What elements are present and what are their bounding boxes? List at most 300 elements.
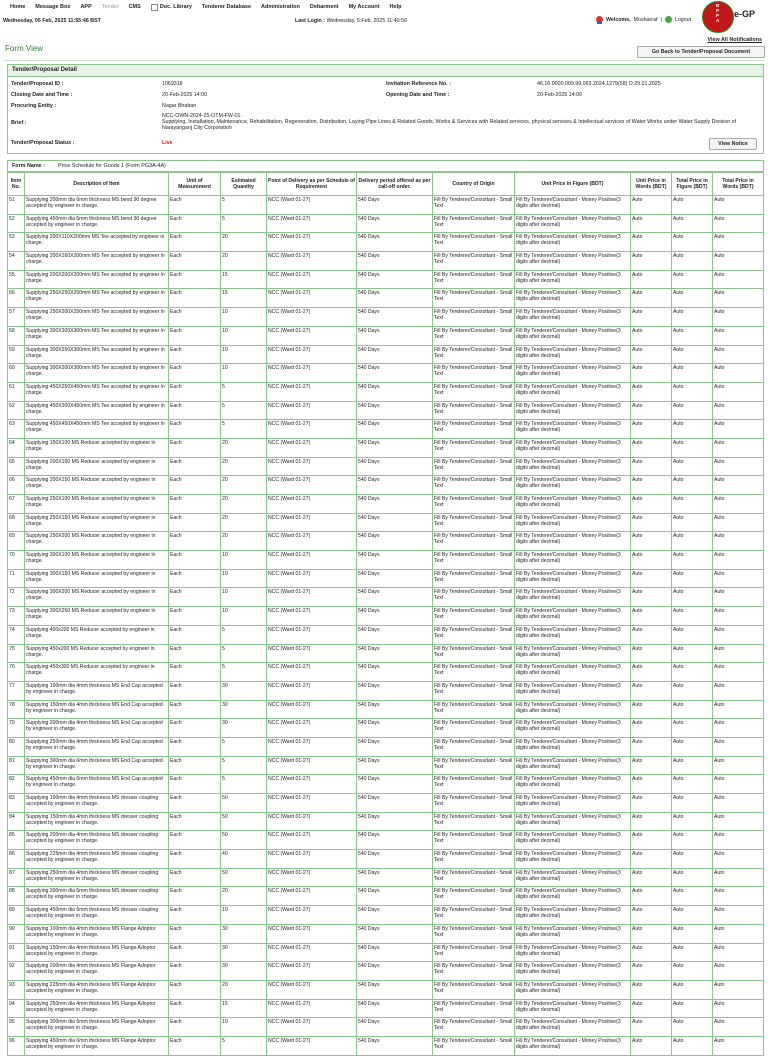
nav-item-label: Home bbox=[10, 4, 26, 10]
delivery-point: NCC (Ward 01-27) bbox=[267, 794, 357, 813]
logout-icon[interactable] bbox=[665, 16, 672, 23]
unit-price-figure-cell[interactable]: Fill By Tenderer/Consultant - Money Positive(3 digits after decimal) bbox=[515, 943, 631, 962]
nav-item-label: Tenderer Database bbox=[201, 4, 252, 10]
item-no: 63 bbox=[8, 420, 25, 439]
delivery-point: NCC (Ward 01-27) bbox=[267, 532, 357, 551]
unit-price-figure-cell[interactable]: Fill By Tenderer/Consultant - Money Positive(3 digits after decimal) bbox=[515, 700, 631, 719]
total-price-figure-cell: Auto bbox=[672, 999, 713, 1018]
unit-price-words-cell: Auto bbox=[631, 308, 672, 327]
unit-price-words-cell: Auto bbox=[631, 943, 672, 962]
country-of-origin-cell[interactable]: Fill By Tenderer/Consultant - Small Text bbox=[433, 737, 515, 756]
item-description: Supplying 250X200X250mm MS Tee accepted by engineer in charge. bbox=[25, 308, 169, 327]
unit-price-words-cell: Auto bbox=[631, 1018, 672, 1037]
unit-of-measurement: Each bbox=[169, 924, 221, 943]
delivery-period: 540 Days bbox=[357, 457, 433, 476]
delivery-point: NCC (Ward 01-27) bbox=[267, 438, 357, 457]
unit-price-figure-cell[interactable]: Fill By Tenderer/Consultant - Money Positive(3 digits after decimal) bbox=[515, 831, 631, 850]
total-price-words-cell: Auto bbox=[713, 775, 764, 794]
nav-item-doc-library[interactable] bbox=[151, 4, 192, 11]
country-of-origin-cell[interactable]: Fill By Tenderer/Consultant - Small Text bbox=[433, 962, 515, 981]
unit-price-figure-cell[interactable]: Fill By Tenderer/Consultant - Money Positive(3 digits after decimal) bbox=[515, 1036, 631, 1055]
unit-price-figure-cell[interactable]: Fill By Tenderer/Consultant - Money Positive(3 digits after decimal) bbox=[515, 233, 631, 252]
estimated-quantity: 20 bbox=[221, 476, 267, 495]
unit-price-figure-cell[interactable]: Fill By Tenderer/Consultant - Money Positive(3 digits after decimal) bbox=[515, 868, 631, 887]
estimated-quantity: 5 bbox=[221, 775, 267, 794]
item-description: Supplying 300X250X300mm MS Tee accepted by engineer in charge. bbox=[25, 345, 169, 364]
estimated-quantity: 50 bbox=[221, 794, 267, 813]
total-price-figure-cell: Auto bbox=[672, 569, 713, 588]
total-price-words-cell: Auto bbox=[713, 1036, 764, 1055]
total-price-words-cell: Auto bbox=[713, 719, 764, 738]
table-row bbox=[8, 868, 764, 887]
unit-of-measurement: Each bbox=[169, 252, 221, 271]
total-price-figure-cell: Auto bbox=[672, 756, 713, 775]
unit-price-figure-cell[interactable]: Fill By Tenderer/Consultant - Money Positive(3 digits after decimal) bbox=[515, 588, 631, 607]
delivery-period: 540 Days bbox=[357, 794, 433, 813]
unit-price-figure-cell[interactable]: Fill By Tenderer/Consultant - Money Positive(3 digits after decimal) bbox=[515, 663, 631, 682]
country-of-origin-cell[interactable]: Fill By Tenderer/Consultant - Small Text bbox=[433, 270, 515, 289]
unit-price-words-cell: Auto bbox=[631, 532, 672, 551]
item-description: Supplying 400x200 MS Reducer accepted by engineer in charge. bbox=[25, 625, 169, 644]
unit-price-figure-cell[interactable]: Fill By Tenderer/Consultant - Money Positive(3 digits after decimal) bbox=[515, 906, 631, 925]
last-login bbox=[295, 18, 407, 24]
delivery-point: NCC (Ward 01-27) bbox=[267, 1018, 357, 1037]
unit-price-words-cell: Auto bbox=[631, 233, 672, 252]
country-of-origin-cell[interactable]: Fill By Tenderer/Consultant - Small Text bbox=[433, 326, 515, 345]
unit-price-figure-cell[interactable]: Fill By Tenderer/Consultant - Money Positive(3 digits after decimal) bbox=[515, 420, 631, 439]
delivery-period: 540 Days bbox=[357, 401, 433, 420]
nav-item-debarment[interactable] bbox=[310, 4, 339, 10]
total-price-words-cell: Auto bbox=[713, 252, 764, 271]
table-row bbox=[8, 551, 764, 570]
item-no: 58 bbox=[8, 326, 25, 345]
item-no: 59 bbox=[8, 345, 25, 364]
nav-item-label: APP bbox=[80, 4, 92, 10]
delivery-period: 540 Days bbox=[357, 887, 433, 906]
country-of-origin-cell[interactable]: Fill By Tenderer/Consultant - Small Text bbox=[433, 569, 515, 588]
total-price-words-cell: Auto bbox=[713, 607, 764, 626]
country-of-origin-cell[interactable]: Fill By Tenderer/Consultant - Small Text bbox=[433, 420, 515, 439]
item-no: 66 bbox=[8, 476, 25, 495]
item-no: 88 bbox=[8, 887, 25, 906]
delivery-period: 540 Days bbox=[357, 644, 433, 663]
item-no: 61 bbox=[8, 382, 25, 401]
country-of-origin-cell[interactable]: Fill By Tenderer/Consultant - Small Text bbox=[433, 382, 515, 401]
country-of-origin-cell[interactable]: Fill By Tenderer/Consultant - Small Text bbox=[433, 775, 515, 794]
delivery-point: NCC (Ward 01-27) bbox=[267, 663, 357, 682]
total-price-figure-cell: Auto bbox=[672, 962, 713, 981]
delivery-period: 540 Days bbox=[357, 775, 433, 794]
table-row bbox=[8, 1036, 764, 1055]
unit-price-figure-cell[interactable]: Fill By Tenderer/Consultant - Money Positive(3 digits after decimal) bbox=[515, 457, 631, 476]
unit-price-figure-cell[interactable]: Fill By Tenderer/Consultant - Money Positive(3 digits after decimal) bbox=[515, 607, 631, 626]
status-label: Tender/Proposal Status : bbox=[11, 140, 75, 146]
back-to-document-button[interactable]: Go Back to Tender/Proposal Document bbox=[637, 46, 765, 58]
unit-price-figure-cell[interactable]: Fill By Tenderer/Consultant - Money Positive(3 digits after decimal) bbox=[515, 924, 631, 943]
estimated-quantity: 5 bbox=[221, 1036, 267, 1055]
delivery-point: NCC (Ward 01-27) bbox=[267, 326, 357, 345]
item-no: 69 bbox=[8, 532, 25, 551]
country-of-origin-cell[interactable]: Fill By Tenderer/Consultant - Small Text bbox=[433, 700, 515, 719]
estimated-quantity: 10 bbox=[221, 607, 267, 626]
estimated-quantity: 5 bbox=[221, 625, 267, 644]
delivery-period: 540 Days bbox=[357, 382, 433, 401]
nav-item-help[interactable] bbox=[390, 4, 402, 10]
nav-item-cms[interactable] bbox=[129, 4, 141, 10]
unit-price-figure-cell[interactable]: Fill By Tenderer/Consultant - Money Positive(3 digits after decimal) bbox=[515, 1018, 631, 1037]
unit-of-measurement: Each bbox=[169, 401, 221, 420]
unit-price-figure-cell[interactable]: Fill By Tenderer/Consultant - Money Positive(3 digits after decimal) bbox=[515, 569, 631, 588]
delivery-point: NCC (Ward 01-27) bbox=[267, 700, 357, 719]
item-description: Supplying 250X150 MS Reducer accepted by engineer in charge. bbox=[25, 513, 169, 532]
total-price-words-cell: Auto bbox=[713, 700, 764, 719]
unit-price-words-cell: Auto bbox=[631, 850, 672, 869]
item-description: Supplying 450x200 MS Reducer accepted by engineer in charge. bbox=[25, 644, 169, 663]
estimated-quantity: 5 bbox=[221, 196, 267, 215]
item-no: 93 bbox=[8, 980, 25, 999]
delivery-point: NCC (Ward 01-27) bbox=[267, 999, 357, 1018]
estimated-quantity: 30 bbox=[221, 719, 267, 738]
total-price-words-cell: Auto bbox=[713, 999, 764, 1018]
country-of-origin-cell[interactable]: Fill By Tenderer/Consultant - Small Text bbox=[433, 1018, 515, 1037]
nav-item-my-account[interactable] bbox=[349, 4, 380, 10]
total-price-words-cell: Auto bbox=[713, 382, 764, 401]
item-no: 74 bbox=[8, 625, 25, 644]
item-description: Supplying 200X100 MS Reducer accepted by engineer in charge. bbox=[25, 457, 169, 476]
total-price-figure-cell: Auto bbox=[672, 588, 713, 607]
total-price-figure-cell: Auto bbox=[672, 457, 713, 476]
delivery-point: NCC (Ward 01-27) bbox=[267, 924, 357, 943]
unit-price-words-cell: Auto bbox=[631, 625, 672, 644]
country-of-origin-cell[interactable]: Fill By Tenderer/Consultant - Small Text bbox=[433, 345, 515, 364]
delivery-point: NCC (Ward 01-27) bbox=[267, 252, 357, 271]
item-no: 57 bbox=[8, 308, 25, 327]
egp-logo bbox=[700, 0, 766, 32]
table-row bbox=[8, 719, 764, 738]
nav-item-tenderer-database[interactable] bbox=[202, 4, 251, 10]
item-description: Supplying 300X300X300mm MS Tee accepted by engineer in charge. bbox=[25, 326, 169, 345]
country-of-origin-cell[interactable]: Fill By Tenderer/Consultant - Small Text bbox=[433, 308, 515, 327]
total-price-words-cell: Auto bbox=[713, 737, 764, 756]
estimated-quantity: 5 bbox=[221, 214, 267, 233]
total-price-figure-cell: Auto bbox=[672, 270, 713, 289]
unit-price-figure-cell[interactable]: Fill By Tenderer/Consultant - Money Positive(3 digits after decimal) bbox=[515, 980, 631, 999]
table-row bbox=[8, 438, 764, 457]
country-of-origin-cell[interactable]: Fill By Tenderer/Consultant - Small Text bbox=[433, 289, 515, 308]
unit-price-figure-cell[interactable]: Fill By Tenderer/Consultant - Money Positive(3 digits after decimal) bbox=[515, 252, 631, 271]
country-of-origin-cell[interactable]: Fill By Tenderer/Consultant - Small Text bbox=[433, 887, 515, 906]
unit-price-words-cell: Auto bbox=[631, 345, 672, 364]
delivery-period: 540 Days bbox=[357, 364, 433, 383]
unit-price-figure-cell[interactable]: Fill By Tenderer/Consultant - Money Positive(3 digits after decimal) bbox=[515, 756, 631, 775]
delivery-point: NCC (Ward 01-27) bbox=[267, 345, 357, 364]
total-price-figure-cell: Auto bbox=[672, 700, 713, 719]
estimated-quantity: 10 bbox=[221, 345, 267, 364]
unit-price-figure-cell[interactable]: Fill By Tenderer/Consultant - Money Positive(3 digits after decimal) bbox=[515, 812, 631, 831]
unit-price-figure-cell[interactable]: Fill By Tenderer/Consultant - Money Positive(3 digits after decimal) bbox=[515, 401, 631, 420]
item-no: 78 bbox=[8, 700, 25, 719]
country-of-origin-cell[interactable]: Fill By Tenderer/Consultant - Small Text bbox=[433, 233, 515, 252]
total-price-figure-cell: Auto bbox=[672, 812, 713, 831]
estimated-quantity: 40 bbox=[221, 850, 267, 869]
nav-item-label: Message Box bbox=[35, 4, 71, 10]
item-description: Supplying 200X110X200mm MS Tee accepted by engineer in charge. bbox=[25, 233, 169, 252]
unit-price-figure-cell[interactable]: Fill By Tenderer/Consultant - Money Positive(3 digits after decimal) bbox=[515, 308, 631, 327]
estimated-quantity: 10 bbox=[221, 308, 267, 327]
item-description: Supplying 450X450X450mm MS Tee accepted by engineer in charge. bbox=[25, 420, 169, 439]
unit-price-figure-cell[interactable]: Fill By Tenderer/Consultant - Money Positive(3 digits after decimal) bbox=[515, 681, 631, 700]
total-price-figure-cell: Auto bbox=[672, 850, 713, 869]
logo-text: e-GP bbox=[734, 9, 756, 19]
total-price-figure-cell: Auto bbox=[672, 980, 713, 999]
total-price-words-cell: Auto bbox=[713, 196, 764, 215]
closing-date-label: Closing Date and Time : bbox=[11, 92, 73, 98]
view-notice-button[interactable]: View Notice bbox=[709, 138, 757, 150]
unit-price-figure-cell[interactable]: Fill By Tenderer/Consultant - Money Positive(3 digits after decimal) bbox=[515, 345, 631, 364]
unit-price-figure-cell[interactable]: Fill By Tenderer/Consultant - Money Positive(3 digits after decimal) bbox=[515, 214, 631, 233]
total-price-figure-cell: Auto bbox=[672, 887, 713, 906]
country-of-origin-cell[interactable]: Fill By Tenderer/Consultant - Small Text bbox=[433, 663, 515, 682]
country-of-origin-cell[interactable]: Fill By Tenderer/Consultant - Small Text bbox=[433, 794, 515, 813]
unit-price-words-cell: Auto bbox=[631, 756, 672, 775]
unit-price-figure-cell[interactable]: Fill By Tenderer/Consultant - Money Positive(3 digits after decimal) bbox=[515, 737, 631, 756]
table-row bbox=[8, 233, 764, 252]
nav-item-label: Tender bbox=[101, 4, 119, 10]
unit-price-figure-cell[interactable]: Fill By Tenderer/Consultant - Money Positive(3 digits after decimal) bbox=[515, 719, 631, 738]
total-price-figure-cell: Auto bbox=[672, 401, 713, 420]
country-of-origin-cell[interactable]: Fill By Tenderer/Consultant - Small Text bbox=[433, 980, 515, 999]
unit-price-figure-cell[interactable]: Fill By Tenderer/Consultant - Money Positive(3 digits after decimal) bbox=[515, 476, 631, 495]
country-of-origin-cell[interactable]: Fill By Tenderer/Consultant - Small Text bbox=[433, 644, 515, 663]
table-row bbox=[8, 906, 764, 925]
total-price-figure-cell: Auto bbox=[672, 513, 713, 532]
country-of-origin-cell[interactable]: Fill By Tenderer/Consultant - Small Text bbox=[433, 924, 515, 943]
separator: | bbox=[660, 16, 662, 23]
country-of-origin-cell[interactable]: Fill By Tenderer/Consultant - Small Text bbox=[433, 999, 515, 1018]
total-price-words-cell: Auto bbox=[713, 906, 764, 925]
unit-price-words-cell: Auto bbox=[631, 924, 672, 943]
table-row bbox=[8, 794, 764, 813]
form-name-label: Form Name : bbox=[12, 163, 45, 169]
total-price-figure-cell: Auto bbox=[672, 289, 713, 308]
table-row bbox=[8, 850, 764, 869]
table-row bbox=[8, 943, 764, 962]
total-price-words-cell: Auto bbox=[713, 308, 764, 327]
column-header: Total Price in Words (BDT) bbox=[713, 173, 764, 196]
nav-item-home[interactable] bbox=[10, 4, 25, 10]
unit-price-figure-cell[interactable]: Fill By Tenderer/Consultant - Money Positive(3 digits after decimal) bbox=[515, 196, 631, 215]
estimated-quantity: 20 bbox=[221, 438, 267, 457]
unit-price-figure-cell[interactable]: Fill By Tenderer/Consultant - Money Positive(3 digits after decimal) bbox=[515, 775, 631, 794]
country-of-origin-cell[interactable]: Fill By Tenderer/Consultant - Small Text bbox=[433, 401, 515, 420]
delivery-point: NCC (Ward 01-27) bbox=[267, 420, 357, 439]
table-row bbox=[8, 588, 764, 607]
item-description: Supplying 225mm dia 4mm thickness MS Flange Adoptor accepted by engineer in charge. bbox=[25, 980, 169, 999]
unit-of-measurement: Each bbox=[169, 943, 221, 962]
column-header: Total Price in Figure (BDT) bbox=[672, 173, 713, 196]
country-of-origin-cell[interactable]: Fill By Tenderer/Consultant - Small Text bbox=[433, 457, 515, 476]
delivery-point: NCC (Ward 01-27) bbox=[267, 943, 357, 962]
estimated-quantity: 5 bbox=[221, 663, 267, 682]
delivery-point: NCC (Ward 01-27) bbox=[267, 831, 357, 850]
unit-price-words-cell: Auto bbox=[631, 962, 672, 981]
status-bar bbox=[0, 16, 768, 28]
unit-of-measurement: Each bbox=[169, 233, 221, 252]
nav-item-tender[interactable] bbox=[102, 4, 119, 10]
total-price-words-cell: Auto bbox=[713, 943, 764, 962]
total-price-words-cell: Auto bbox=[713, 438, 764, 457]
country-of-origin-cell[interactable]: Fill By Tenderer/Consultant - Small Text bbox=[433, 681, 515, 700]
total-price-figure-cell: Auto bbox=[672, 551, 713, 570]
country-of-origin-cell[interactable]: Fill By Tenderer/Consultant - Small Text bbox=[433, 476, 515, 495]
country-of-origin-cell[interactable]: Fill By Tenderer/Consultant - Small Text bbox=[433, 214, 515, 233]
item-description: Supplying 250X250X250mm MS Tee accepted by engineer in charge. bbox=[25, 289, 169, 308]
country-of-origin-cell[interactable]: Fill By Tenderer/Consultant - Small Text bbox=[433, 943, 515, 962]
item-description: Supplying 150mm dia 4mm thickness MS dresser coupling accepted by engineer in charge. bbox=[25, 812, 169, 831]
country-of-origin-cell[interactable]: Fill By Tenderer/Consultant - Small Text bbox=[433, 438, 515, 457]
delivery-period: 540 Days bbox=[357, 1018, 433, 1037]
table-row bbox=[8, 700, 764, 719]
country-of-origin-cell[interactable]: Fill By Tenderer/Consultant - Small Text bbox=[433, 812, 515, 831]
unit-of-measurement: Each bbox=[169, 906, 221, 925]
unit-price-words-cell: Auto bbox=[631, 364, 672, 383]
country-of-origin-cell[interactable]: Fill By Tenderer/Consultant - Small Text bbox=[433, 607, 515, 626]
item-description: Supplying 300mm dia 6mm thickness MS dresser coupling accepted by engineer in charge. bbox=[25, 887, 169, 906]
view-all-notifications-link[interactable]: View All Notifications bbox=[707, 37, 762, 43]
unit-price-figure-cell[interactable]: Fill By Tenderer/Consultant - Money Positive(3 digits after decimal) bbox=[515, 887, 631, 906]
estimated-quantity: 30 bbox=[221, 700, 267, 719]
unit-price-figure-cell[interactable]: Fill By Tenderer/Consultant - Money Positive(3 digits after decimal) bbox=[515, 850, 631, 869]
country-of-origin-cell[interactable]: Fill By Tenderer/Consultant - Small Text bbox=[433, 625, 515, 644]
country-of-origin-cell[interactable]: Fill By Tenderer/Consultant - Small Text bbox=[433, 719, 515, 738]
delivery-period: 540 Days bbox=[357, 495, 433, 514]
table-row bbox=[8, 663, 764, 682]
nav-item-message-box[interactable] bbox=[35, 4, 70, 10]
estimated-quantity: 20 bbox=[221, 513, 267, 532]
total-price-words-cell: Auto bbox=[713, 868, 764, 887]
delivery-point: NCC (Ward 01-27) bbox=[267, 775, 357, 794]
item-description: Supplying 150X100 MS Reducer accepted by engineer in charge. bbox=[25, 438, 169, 457]
total-price-figure-cell: Auto bbox=[672, 719, 713, 738]
delivery-period: 540 Days bbox=[357, 756, 433, 775]
brief-label: Brief : bbox=[11, 120, 27, 126]
total-price-figure-cell: Auto bbox=[672, 364, 713, 383]
item-description: Supplying 300mm dia 6mm thickness MS End Cap accepted by engineer in charge. bbox=[25, 756, 169, 775]
delivery-period: 540 Days bbox=[357, 607, 433, 626]
unit-price-figure-cell[interactable]: Fill By Tenderer/Consultant - Money Positive(3 digits after decimal) bbox=[515, 495, 631, 514]
country-of-origin-cell[interactable]: Fill By Tenderer/Consultant - Small Text bbox=[433, 495, 515, 514]
country-of-origin-cell[interactable]: Fill By Tenderer/Consultant - Small Text bbox=[433, 532, 515, 551]
unit-of-measurement: Each bbox=[169, 831, 221, 850]
unit-of-measurement: Each bbox=[169, 887, 221, 906]
unit-price-figure-cell[interactable]: Fill By Tenderer/Consultant - Money Positive(3 digits after decimal) bbox=[515, 644, 631, 663]
country-of-origin-cell[interactable]: Fill By Tenderer/Consultant - Small Text bbox=[433, 551, 515, 570]
unit-price-words-cell: Auto bbox=[631, 438, 672, 457]
column-header: Unit of Measurement bbox=[169, 173, 221, 196]
country-of-origin-cell[interactable]: Fill By Tenderer/Consultant - Small Text bbox=[433, 831, 515, 850]
item-description: Supplying 450X250X450mm MS Tee accepted by engineer in charge. bbox=[25, 382, 169, 401]
nav-item-administration[interactable] bbox=[261, 4, 300, 10]
estimated-quantity: 50 bbox=[221, 868, 267, 887]
item-description: Supplying 450mm dia 6mm thickness MS dresser coupling accepted by engineer in charge. bbox=[25, 906, 169, 925]
country-of-origin-cell[interactable]: Fill By Tenderer/Consultant - Small Text bbox=[433, 588, 515, 607]
unit-price-words-cell: Auto bbox=[631, 326, 672, 345]
item-no: 62 bbox=[8, 401, 25, 420]
table-row bbox=[8, 831, 764, 850]
delivery-period: 540 Days bbox=[357, 868, 433, 887]
unit-of-measurement: Each bbox=[169, 420, 221, 439]
total-price-figure-cell: Auto bbox=[672, 1036, 713, 1055]
unit-price-figure-cell[interactable]: Fill By Tenderer/Consultant - Money Positive(3 digits after decimal) bbox=[515, 364, 631, 383]
unit-price-figure-cell[interactable]: Fill By Tenderer/Consultant - Money Positive(3 digits after decimal) bbox=[515, 551, 631, 570]
unit-price-figure-cell[interactable]: Fill By Tenderer/Consultant - Money Positive(3 digits after decimal) bbox=[515, 438, 631, 457]
item-description: Supplying 450mm dia 6mm thickness MS End Cap accepted by engineer in charge. bbox=[25, 775, 169, 794]
unit-price-figure-cell[interactable]: Fill By Tenderer/Consultant - Money Positive(3 digits after decimal) bbox=[515, 794, 631, 813]
unit-price-figure-cell[interactable]: Fill By Tenderer/Consultant - Money Positive(3 digits after decimal) bbox=[515, 513, 631, 532]
unit-price-words-cell: Auto bbox=[631, 868, 672, 887]
item-no: 90 bbox=[8, 924, 25, 943]
unit-price-figure-cell[interactable]: Fill By Tenderer/Consultant - Money Positive(3 digits after decimal) bbox=[515, 270, 631, 289]
item-no: 64 bbox=[8, 438, 25, 457]
total-price-words-cell: Auto bbox=[713, 420, 764, 439]
unit-price-figure-cell[interactable]: Fill By Tenderer/Consultant - Money Positive(3 digits after decimal) bbox=[515, 625, 631, 644]
unit-price-figure-cell[interactable]: Fill By Tenderer/Consultant - Money Positive(3 digits after decimal) bbox=[515, 326, 631, 345]
country-of-origin-cell[interactable]: Fill By Tenderer/Consultant - Small Text bbox=[433, 513, 515, 532]
estimated-quantity: 30 bbox=[221, 962, 267, 981]
unit-price-words-cell: Auto bbox=[631, 196, 672, 215]
delivery-point: NCC (Ward 01-27) bbox=[267, 719, 357, 738]
delivery-period: 540 Days bbox=[357, 326, 433, 345]
country-of-origin-cell[interactable]: Fill By Tenderer/Consultant - Small Text bbox=[433, 252, 515, 271]
table-row bbox=[8, 887, 764, 906]
total-price-words-cell: Auto bbox=[713, 794, 764, 813]
brief-line-2: Supplying, Installation, Maintenance, Rehabilitation, Regeneration, Distribution, Laying Pipe Lines & Related Goods, Works & Services with Related services, physical services & Intellectual services of Water Works under Water Supply Division of Narayanganj City Corporation bbox=[162, 119, 737, 131]
country-of-origin-cell[interactable]: Fill By Tenderer/Consultant - Small Text bbox=[433, 850, 515, 869]
country-of-origin-cell[interactable]: Fill By Tenderer/Consultant - Small Text bbox=[433, 906, 515, 925]
delivery-period: 540 Days bbox=[357, 289, 433, 308]
country-of-origin-cell[interactable]: Fill By Tenderer/Consultant - Small Text bbox=[433, 868, 515, 887]
total-price-words-cell: Auto bbox=[713, 345, 764, 364]
item-no: 92 bbox=[8, 962, 25, 981]
unit-price-figure-cell[interactable]: Fill By Tenderer/Consultant - Money Positive(3 digits after decimal) bbox=[515, 962, 631, 981]
item-no: 77 bbox=[8, 681, 25, 700]
column-header: Delivery period offered as per call-off order. bbox=[357, 173, 433, 196]
country-of-origin-cell[interactable]: Fill By Tenderer/Consultant - Small Text bbox=[433, 1036, 515, 1055]
unit-of-measurement: Each bbox=[169, 588, 221, 607]
estimated-quantity: 20 bbox=[221, 495, 267, 514]
delivery-point: NCC (Ward 01-27) bbox=[267, 382, 357, 401]
price-schedule-table bbox=[7, 172, 764, 1056]
username: Mosharraf bbox=[633, 16, 658, 23]
estimated-quantity: 50 bbox=[221, 831, 267, 850]
unit-price-figure-cell[interactable]: Fill By Tenderer/Consultant - Money Positive(3 digits after decimal) bbox=[515, 289, 631, 308]
delivery-point: NCC (Ward 01-27) bbox=[267, 756, 357, 775]
unit-price-figure-cell[interactable]: Fill By Tenderer/Consultant - Money Positive(3 digits after decimal) bbox=[515, 999, 631, 1018]
nav-item-app[interactable] bbox=[80, 4, 91, 10]
delivery-point: NCC (Ward 01-27) bbox=[267, 906, 357, 925]
country-of-origin-cell[interactable]: Fill By Tenderer/Consultant - Small Text bbox=[433, 364, 515, 383]
estimated-quantity: 20 bbox=[221, 252, 267, 271]
delivery-point: NCC (Ward 01-27) bbox=[267, 681, 357, 700]
delivery-period: 540 Days bbox=[357, 270, 433, 289]
country-of-origin-cell[interactable]: Fill By Tenderer/Consultant - Small Text bbox=[433, 756, 515, 775]
unit-of-measurement: Each bbox=[169, 868, 221, 887]
unit-of-measurement: Each bbox=[169, 625, 221, 644]
country-of-origin-cell[interactable]: Fill By Tenderer/Consultant - Small Text bbox=[433, 196, 515, 215]
unit-price-figure-cell[interactable]: Fill By Tenderer/Consultant - Money Positive(3 digits after decimal) bbox=[515, 532, 631, 551]
unit-price-figure-cell[interactable]: Fill By Tenderer/Consultant - Money Positive(3 digits after decimal) bbox=[515, 382, 631, 401]
logout-link[interactable]: Logout bbox=[674, 16, 692, 23]
